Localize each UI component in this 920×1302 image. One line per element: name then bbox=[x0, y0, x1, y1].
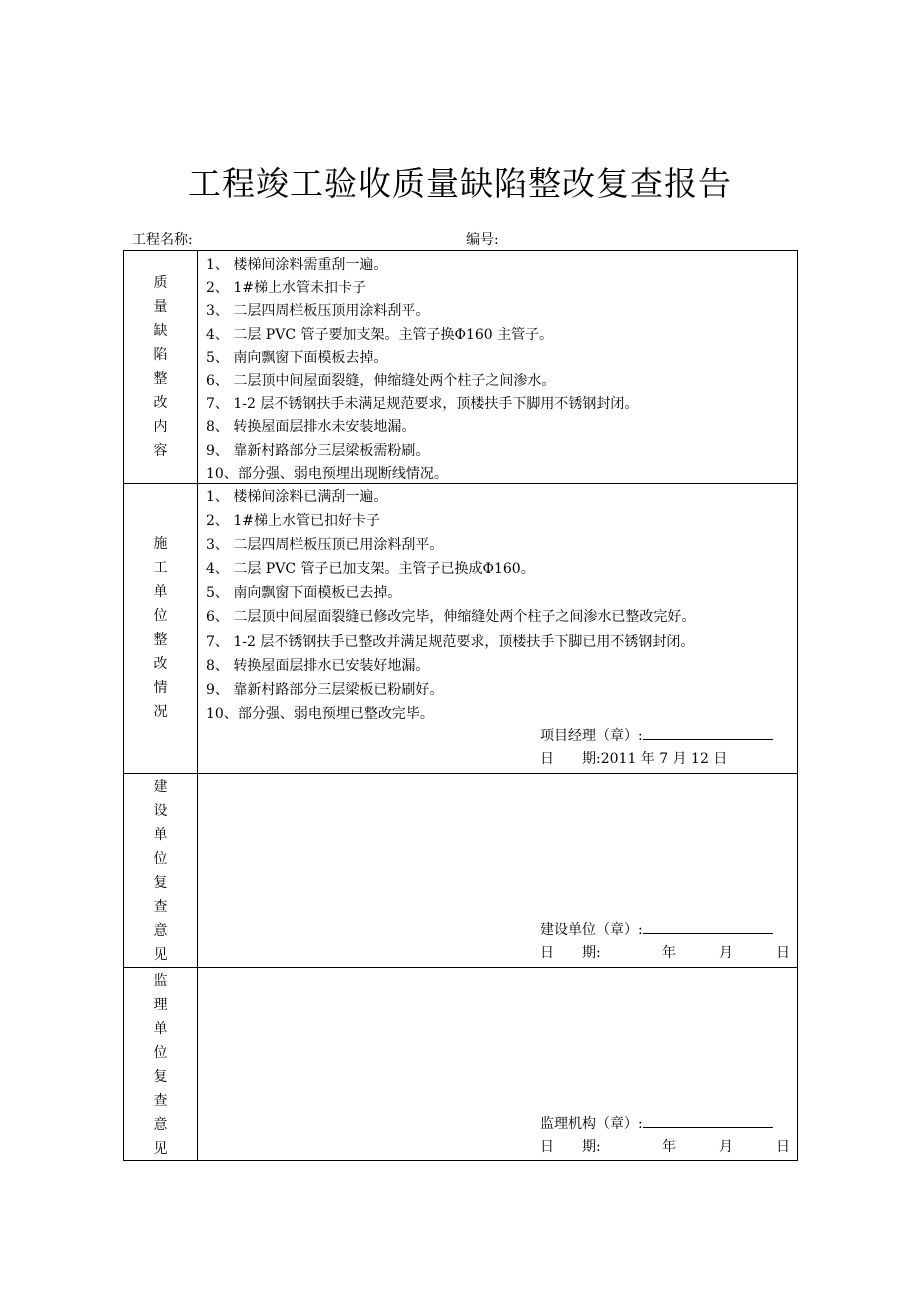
label-char: 见 bbox=[153, 947, 168, 963]
list-item: 8、 转换屋面层排水已安装好地漏。 bbox=[206, 657, 430, 674]
label-char: 意 bbox=[153, 923, 168, 939]
year-label: 年 bbox=[662, 1139, 676, 1155]
defects-label bbox=[124, 251, 198, 483]
contractor-signature bbox=[540, 725, 773, 771]
label-char: 内 bbox=[153, 419, 168, 435]
label-char: 改 bbox=[153, 395, 168, 411]
label-char: 质 bbox=[153, 275, 168, 291]
signature-line bbox=[643, 1113, 773, 1128]
label-char: 量 bbox=[153, 299, 168, 315]
date-label: 日 期: bbox=[540, 945, 601, 961]
label-char: 整 bbox=[153, 371, 168, 387]
contractor-section bbox=[123, 483, 798, 774]
number-label: 编号: bbox=[466, 232, 499, 248]
label-char: 位 bbox=[153, 1045, 168, 1061]
owner-label bbox=[124, 774, 198, 967]
list-item: 10、部分强、弱电预埋出现断线情况。 bbox=[206, 465, 448, 482]
supervisor-section bbox=[123, 967, 798, 1161]
label-char: 建 bbox=[153, 779, 168, 795]
list-item: 8、 转换屋面层排水未安装地漏。 bbox=[206, 419, 416, 436]
label-char: 复 bbox=[153, 875, 168, 891]
month-label: 月 bbox=[719, 1139, 733, 1155]
label-char: 缺 bbox=[153, 323, 168, 339]
label-char: 工 bbox=[153, 560, 168, 576]
list-item: 6、 二层顶中间屋面裂缝，伸缩缝处两个柱子之间渗水。 bbox=[206, 373, 556, 390]
label-char: 施 bbox=[153, 536, 168, 552]
list-item: 9、 靠新村路部分三层梁板已粉刷好。 bbox=[206, 681, 444, 698]
label-char: 意 bbox=[153, 1117, 168, 1133]
defects-section bbox=[123, 250, 798, 484]
signature-line bbox=[643, 919, 773, 934]
list-item: 10、部分强、弱电预埋已整改完毕。 bbox=[206, 705, 434, 722]
label-char: 理 bbox=[153, 997, 168, 1013]
label-char: 位 bbox=[153, 608, 168, 624]
label-char: 整 bbox=[153, 632, 168, 648]
label-char: 监 bbox=[153, 973, 168, 989]
supervisor-label bbox=[124, 968, 198, 1160]
list-item: 2、 1#梯上水管未扣卡子 bbox=[206, 280, 366, 297]
label-char: 复 bbox=[153, 1069, 168, 1085]
label-char: 单 bbox=[153, 1021, 168, 1037]
contractor-label bbox=[124, 484, 198, 773]
label-char: 情 bbox=[153, 680, 168, 696]
label-char: 设 bbox=[153, 803, 168, 819]
supervisor-signature bbox=[540, 1113, 790, 1159]
list-item: 2、 1#梯上水管已扣好卡子 bbox=[206, 513, 380, 530]
list-item: 7、 1-2 层不锈钢扶手已整改并满足规范要求，顶楼扶手下脚已用不锈钢封闭。 bbox=[206, 633, 695, 650]
year-label: 年 bbox=[662, 945, 676, 961]
label-char: 改 bbox=[153, 656, 168, 672]
label-char: 陷 bbox=[153, 347, 168, 363]
list-item: 7、 1-2 层不锈钢扶手未满足规范要求，顶楼扶手下脚用不锈钢封闭。 bbox=[206, 396, 639, 413]
month-label: 月 bbox=[719, 945, 733, 961]
contractor-list bbox=[206, 485, 695, 726]
signature-line bbox=[643, 725, 773, 740]
date-value: 2011 年 7 月 12 日 bbox=[600, 751, 728, 767]
owner-signature bbox=[540, 919, 790, 965]
label-char: 位 bbox=[153, 851, 168, 867]
list-item: 3、 二层四周栏板压顶用涂料刮平。 bbox=[206, 303, 430, 320]
list-item: 4、 二层 PVC 管子要加支架。主管子换Φ160 主管子。 bbox=[206, 326, 554, 343]
list-item: 5、 南向飘窗下面模板已去掉。 bbox=[206, 585, 402, 602]
page-title: 工程竣工验收质量缺陷整改复查报告 bbox=[188, 164, 732, 203]
list-item: 5、 南向飘窗下面模板去掉。 bbox=[206, 349, 388, 366]
sign-label: 建设单位（章）: bbox=[540, 922, 643, 938]
label-char: 况 bbox=[153, 704, 168, 720]
label-char: 容 bbox=[153, 443, 168, 459]
day-label: 日 bbox=[776, 1139, 790, 1155]
list-item: 6、 二层顶中间屋面裂缝已修改完毕，伸缩缝处两个柱子之间渗水已整改完好。 bbox=[206, 609, 696, 626]
list-item: 1、 楼梯间涂料需重刮一遍。 bbox=[206, 257, 388, 273]
defects-list bbox=[206, 254, 638, 486]
label-char: 查 bbox=[153, 899, 168, 915]
sign-label: 监理机构（章）: bbox=[540, 1116, 643, 1132]
sign-label: 项目经理（章）: bbox=[540, 728, 643, 744]
list-item: 3、 二层四周栏板压顶已用涂料刮平。 bbox=[206, 537, 444, 554]
project-name-label: 工程名称: bbox=[132, 232, 193, 248]
label-char: 见 bbox=[153, 1141, 168, 1157]
owner-section bbox=[123, 773, 798, 968]
label-char: 单 bbox=[153, 827, 168, 843]
label-char: 单 bbox=[153, 584, 168, 600]
list-item: 9、 靠新村路部分三层梁板需粉刷。 bbox=[206, 442, 430, 459]
date-label: 日 期: bbox=[540, 751, 601, 767]
label-char: 查 bbox=[153, 1093, 168, 1109]
list-item: 1、 楼梯间涂料已满刮一遍。 bbox=[206, 489, 388, 505]
day-label: 日 bbox=[776, 945, 790, 961]
list-item: 4、 二层 PVC 管子已加支架。主管子已换成Φ160。 bbox=[206, 561, 535, 578]
date-label: 日 期: bbox=[540, 1139, 601, 1155]
